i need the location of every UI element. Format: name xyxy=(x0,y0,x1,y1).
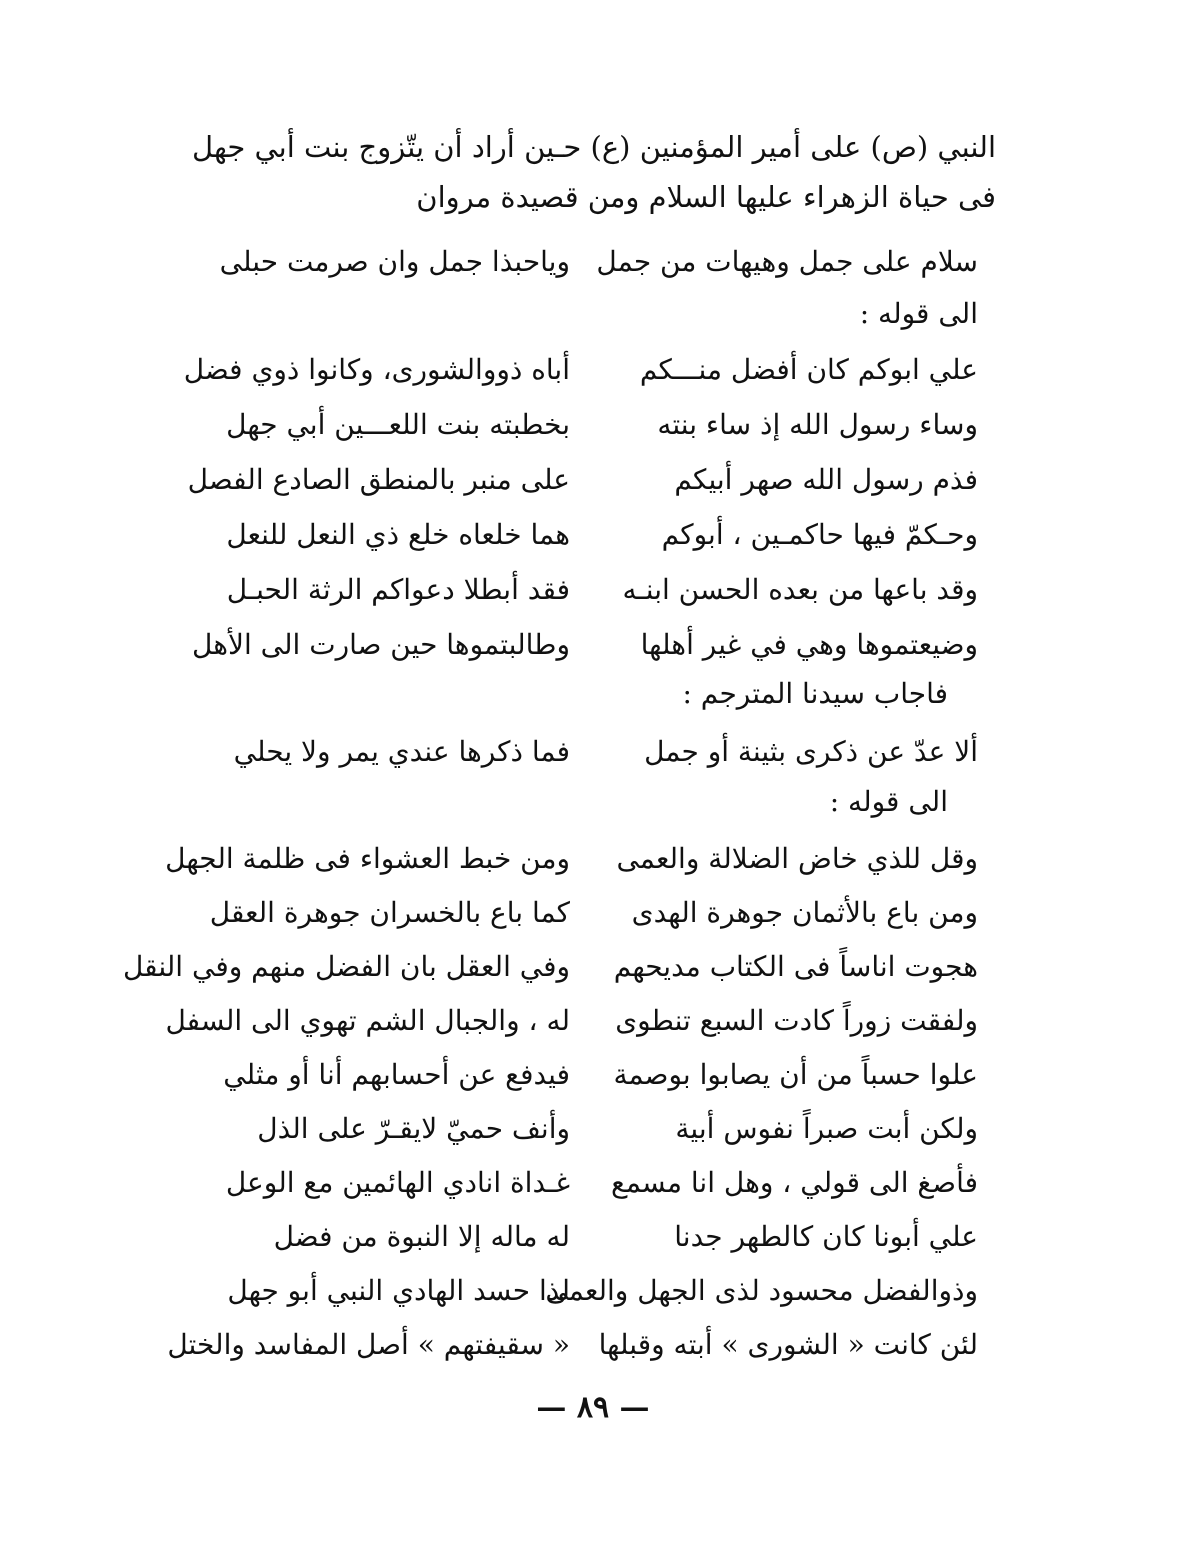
second-hemistich: فما ذكرها عندي يمر ولا يحلي xyxy=(233,735,570,768)
page-number: — ٨٩ — xyxy=(536,1390,650,1425)
second-hemistich: كما باع بالخسران جوهرة العقل xyxy=(209,896,570,929)
second-hemistich: وفي العقل بان الفضل منهم وفي النقل xyxy=(122,950,570,983)
second-hemistich: لذا حسد الهادي النبي أبو جهل xyxy=(227,1274,570,1307)
first-hemistich: علي ابوكم كان أفضل منـــكم xyxy=(639,353,978,386)
second-hemistich: فقد أبطلا دعواكم الرثة الحبـل xyxy=(226,573,570,606)
intro-line: فى حياة الزهراء عليها السلام ومن قصيدة مروان xyxy=(416,180,996,214)
first-hemistich: فأصغ الى قولي ، وهل انا مسمع xyxy=(610,1166,978,1199)
verse-row xyxy=(198,1049,978,1101)
second-hemistich: وطالبتموها حين صارت الى الأهل xyxy=(192,628,570,661)
first-hemistich: وقل للذي خاض الضلالة والعمى xyxy=(616,842,978,875)
verse-row xyxy=(167,1319,978,1371)
verse-row xyxy=(187,454,978,506)
transition-note: الى قوله : xyxy=(859,297,978,330)
first-hemistich: فذم رسول الله صهر أبيكم xyxy=(674,463,978,496)
verse-row xyxy=(198,509,978,561)
first-hemistich: ولكن أبت صبراً نفوس أبية xyxy=(675,1112,978,1145)
first-hemistich: وذوالفضل محسود لذى الجهل والعمى xyxy=(545,1274,978,1307)
second-hemistich: على منبر بالمنطق الصادع الفصل xyxy=(187,463,570,496)
verse-row xyxy=(198,1103,978,1155)
first-hemistich: هجوت اناساً فى الكتاب مديحهم xyxy=(613,950,978,983)
first-hemistich: ألا عدّ عن ذكرى بثينة أو جمل xyxy=(644,735,978,768)
verse-row xyxy=(192,619,978,671)
verse-row xyxy=(165,995,978,1047)
first-hemistich: علوا حسباً من أن يصابوا بوصمة xyxy=(613,1058,978,1091)
first-hemistich: علي أبونا كان كالطهر جدنا xyxy=(674,1220,978,1253)
transition-note: فاجاب سيدنا المترجم : xyxy=(682,677,948,710)
verse-row xyxy=(198,1157,978,1209)
verse-row xyxy=(198,887,978,939)
verse-row xyxy=(122,941,978,993)
verse-row xyxy=(198,236,978,288)
verse-row xyxy=(198,1211,978,1263)
second-hemistich: أباه ذووالشورى، وكانوا ذوي فضل xyxy=(183,353,570,386)
first-hemistich: وضيعتموها وهي في غير أهلها xyxy=(640,628,978,661)
second-hemistich: غـداة انادي الهائمين مع الوعل xyxy=(225,1166,570,1199)
first-hemistich: ومن باع بالأثمان جوهرة الهدى xyxy=(631,896,978,929)
first-hemistich: سلام على جمل وهيهات من جمل xyxy=(596,245,978,278)
second-hemistich: وأنف حميّ لايقـرّ على الذل xyxy=(257,1112,570,1145)
second-hemistich: ومن خبط العشواء فى ظلمة الجهل xyxy=(165,842,570,875)
second-hemistich: « سقيفتهم » أصل المفاسد والختل xyxy=(167,1328,570,1361)
second-hemistich: وياحبذا جمل وان صرمت حبلى xyxy=(219,245,570,278)
verse-row xyxy=(165,833,978,885)
second-hemistich: فيدفع عن أحسابهم أنا أو مثلي xyxy=(223,1058,570,1091)
verse-row xyxy=(198,399,978,451)
verse-row xyxy=(198,726,978,778)
first-hemistich: وساء رسول الله إذ ساء بنته xyxy=(657,408,978,441)
intro-line: النبي (ص) على أمير المؤمنين (ع) حـين أراد أن يتّزوج بنت أبي جهل xyxy=(191,130,996,164)
second-hemistich: بخطبته بنت اللعـــين أبي جهل xyxy=(226,408,570,441)
first-hemistich: وحـكمّ فيها حاكمـين ، أبوكم xyxy=(661,518,978,551)
verse-row xyxy=(198,1265,978,1317)
transition-note: الى قوله : xyxy=(829,785,948,818)
second-hemistich: هما خلعاه خلع ذي النعل للنعل xyxy=(226,518,570,551)
first-hemistich: وقد باعها من بعده الحسن ابنـه xyxy=(622,573,978,606)
second-hemistich: له ماله إلا النبوة من فضل xyxy=(273,1220,570,1253)
first-hemistich: ولفقت زوراً كادت السبع تنطوى xyxy=(615,1004,978,1037)
intro-paragraph xyxy=(166,122,996,222)
verse-row xyxy=(198,564,978,616)
first-hemistich: لئن كانت « الشورى » أبته وقبلها xyxy=(598,1328,978,1361)
second-hemistich: له ، والجبال الشم تهوي الى السفل xyxy=(165,1004,570,1037)
verse-row xyxy=(183,344,978,396)
